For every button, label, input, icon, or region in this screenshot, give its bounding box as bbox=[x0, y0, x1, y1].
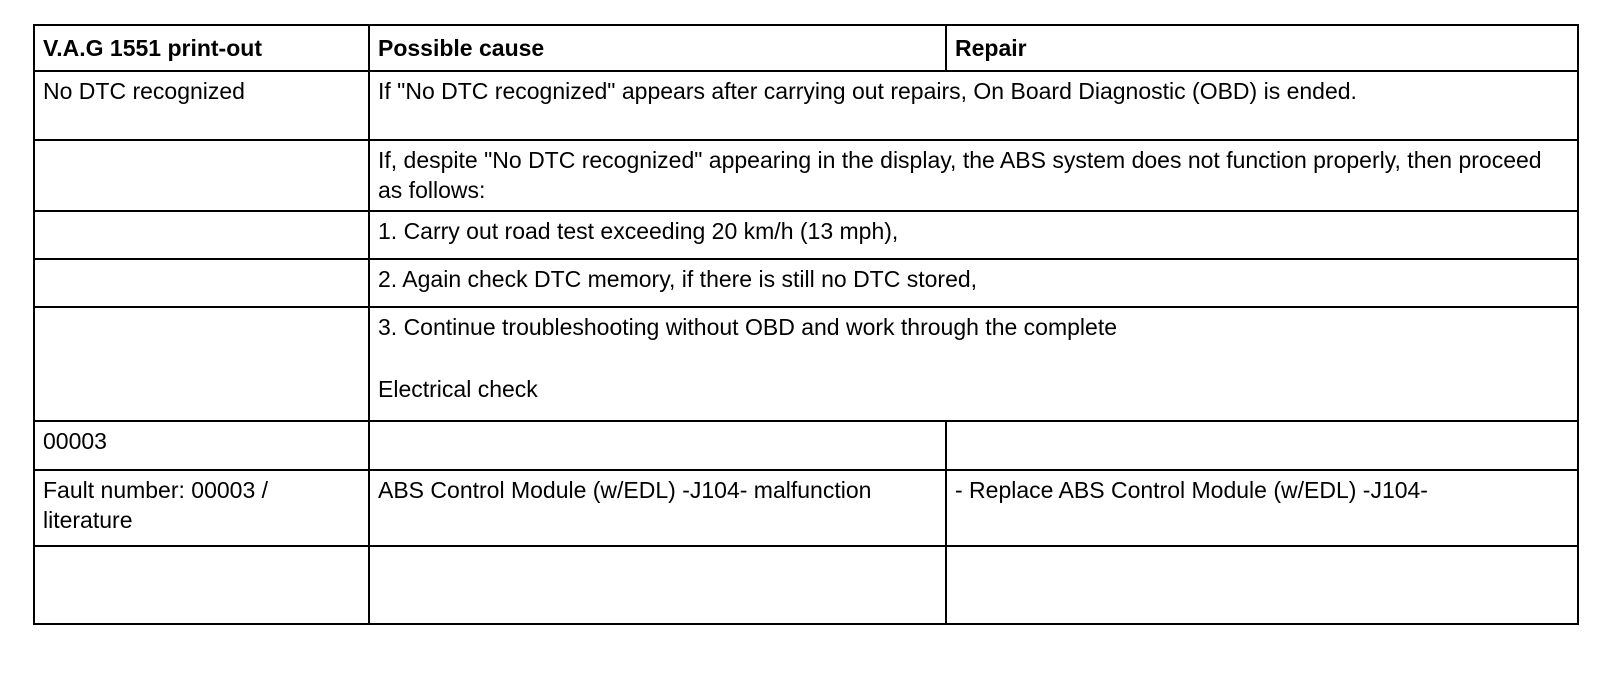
printout-cell bbox=[34, 546, 369, 624]
printout-cell bbox=[34, 307, 369, 421]
printout-cell: 00003 bbox=[34, 421, 369, 470]
cause-cell bbox=[369, 546, 946, 624]
header-possible-cause: Possible cause bbox=[369, 25, 946, 71]
repair-cell: - Replace ABS Control Module (w/EDL) -J104- bbox=[946, 470, 1578, 546]
header-repair: Repair bbox=[946, 25, 1578, 71]
table-row bbox=[34, 307, 1578, 421]
repair-cell bbox=[946, 546, 1578, 624]
cause-cell: 1. Carry out road test exceeding 20 km/h (13 mph), bbox=[369, 211, 1578, 259]
header-printout: V.A.G 1551 print-out bbox=[34, 25, 369, 71]
table-row bbox=[34, 546, 1578, 624]
table-row bbox=[34, 470, 1578, 546]
table-row bbox=[34, 211, 1578, 259]
printout-cell bbox=[34, 211, 369, 259]
printout-cell bbox=[34, 140, 369, 211]
cause-cell: If "No DTC recognized" appears after carrying out repairs, On Board Diagnostic (OBD) is ended. bbox=[369, 71, 1578, 140]
cause-cell: 2. Again check DTC memory, if there is still no DTC stored, bbox=[369, 259, 1578, 307]
electrical-check-link[interactable]: Electrical check bbox=[378, 376, 538, 402]
table-header-row bbox=[34, 25, 1578, 71]
cause-step-text: 3. Continue troubleshooting without OBD and work through the complete bbox=[378, 314, 1117, 340]
cause-cell bbox=[369, 421, 946, 470]
printout-cell: Fault number: 00003 / literature bbox=[34, 470, 369, 546]
cause-cell: ABS Control Module (w/EDL) -J104- malfunction bbox=[369, 470, 946, 546]
table-row bbox=[34, 71, 1578, 140]
cause-cell bbox=[369, 307, 1578, 421]
printout-cell: No DTC recognized bbox=[34, 71, 369, 140]
cause-cell: If, despite "No DTC recognized" appearing in the display, the ABS system does not function properly, then proceed as follows: bbox=[369, 140, 1578, 211]
table-row bbox=[34, 259, 1578, 307]
table-row bbox=[34, 140, 1578, 211]
diagnostic-table bbox=[33, 24, 1579, 625]
paragraph-gap bbox=[378, 342, 1569, 374]
printout-cell bbox=[34, 259, 369, 307]
table-row bbox=[34, 421, 1578, 470]
repair-cell bbox=[946, 421, 1578, 470]
